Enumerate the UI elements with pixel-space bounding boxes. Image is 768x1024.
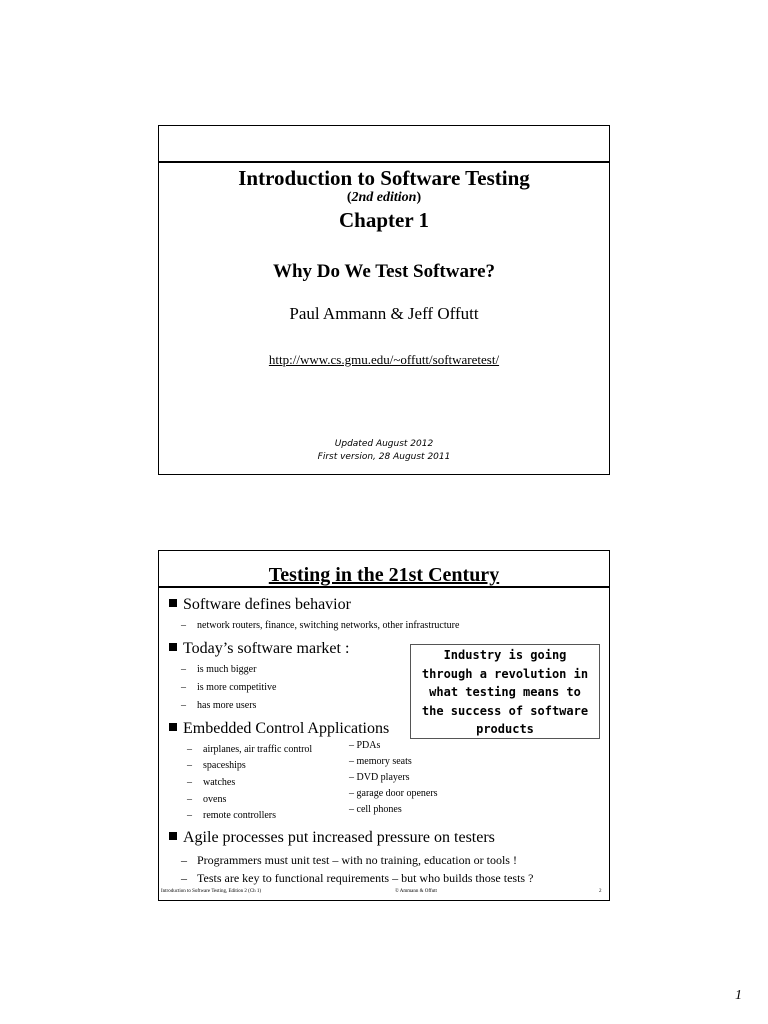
slide-footer-left: Introduction to Software Testing, Edition 2 (Ch 1) bbox=[161, 889, 262, 894]
bullet-square-icon bbox=[169, 832, 177, 840]
sub-item-text: watches bbox=[203, 777, 236, 788]
edition-open: ( bbox=[346, 190, 352, 205]
sub-item: – Tests are key to functional requirements – but who builds those tests ? bbox=[181, 871, 534, 885]
sub-item: – spaceships bbox=[187, 760, 246, 771]
bullet-market bbox=[169, 640, 349, 658]
bullet-software-behavior bbox=[169, 596, 351, 614]
sub-item: – remote controllers bbox=[187, 810, 277, 821]
sub-item: – memory seats bbox=[349, 756, 412, 767]
course-url-link[interactable]: http://www.cs.gmu.edu/~offutt/softwaretest/ bbox=[268, 352, 500, 367]
sub-item-text: is more competitive bbox=[197, 682, 277, 693]
book-title: Introduction to Software Testing bbox=[238, 166, 530, 190]
updated-note: Updated August 2012 bbox=[334, 439, 434, 449]
slide-title: Testing in the 21st Century bbox=[268, 564, 500, 586]
sub-item-text: remote controllers bbox=[203, 810, 277, 821]
industry-callout-box bbox=[410, 644, 600, 739]
sub-item-text: network routers, finance, switching networks, other infrastructure bbox=[197, 620, 460, 631]
sub-item-text: Tests are key to functional requirements – but who builds those tests ? bbox=[197, 871, 534, 885]
page-number: 1 bbox=[735, 988, 742, 1003]
bullet-square-icon bbox=[169, 599, 177, 607]
bullet-square-icon bbox=[169, 723, 177, 731]
callout-line: the success of software bbox=[421, 703, 589, 718]
bullet-embedded bbox=[169, 720, 389, 738]
sub-item-text: Programmers must unit test – with no training, education or tools ! bbox=[197, 853, 517, 867]
slide-number: 2 bbox=[599, 889, 602, 894]
bullet-agile bbox=[169, 829, 495, 847]
chapter-label: Chapter 1 bbox=[338, 208, 430, 232]
sub-item: – Programmers must unit test – with no training, education or tools ! bbox=[181, 853, 517, 867]
sub-item: – has more users bbox=[181, 700, 257, 711]
bullet-square-icon bbox=[169, 643, 177, 651]
slide-footer-center: © Ammann & Offutt bbox=[395, 889, 437, 894]
bullet-text: Today’s software market : bbox=[183, 640, 350, 657]
chapter-title: Why Do We Test Software? bbox=[272, 261, 496, 282]
edition-text: 2nd edition bbox=[351, 190, 417, 205]
edition-label bbox=[159, 190, 609, 206]
sub-item-text: has more users bbox=[197, 700, 257, 711]
bullet-text: Embedded Control Applications bbox=[183, 720, 390, 737]
sub-item: – is more competitive bbox=[181, 682, 277, 693]
callout-line: products bbox=[476, 722, 534, 736]
sub-item: – network routers, finance, switching networks, other infrastructure bbox=[181, 620, 460, 631]
sub-item: – watches bbox=[187, 777, 236, 788]
first-version-note: First version, 28 August 2011 bbox=[317, 452, 451, 462]
edition-close: ) bbox=[416, 190, 422, 205]
content-slide bbox=[158, 550, 610, 901]
bullet-text: Software defines behavior bbox=[183, 596, 351, 613]
sub-item: – airplanes, air traffic control bbox=[187, 744, 313, 755]
callout-line: what testing means to bbox=[429, 685, 581, 699]
sub-item: – garage door openers bbox=[349, 788, 438, 799]
sub-item: – cell phones bbox=[349, 804, 402, 815]
sub-item: – PDAs bbox=[349, 740, 381, 751]
callout-line: Industry is going bbox=[443, 648, 567, 662]
sub-item: – DVD players bbox=[349, 772, 410, 783]
sub-item-text: spaceships bbox=[203, 760, 246, 771]
title-divider bbox=[159, 161, 609, 163]
title-slide bbox=[158, 125, 610, 475]
authors: Paul Ammann & Jeff Offutt bbox=[289, 304, 479, 323]
sub-item-text: airplanes, air traffic control bbox=[203, 744, 313, 755]
bullet-text: Agile processes put increased pressure on testers bbox=[183, 829, 495, 846]
sub-item-text: is much bigger bbox=[197, 664, 257, 675]
sub-item: – is much bigger bbox=[181, 664, 257, 675]
sub-item: – ovens bbox=[187, 794, 227, 805]
sub-item-text: ovens bbox=[203, 794, 227, 805]
callout-line: through a revolution in bbox=[421, 666, 589, 681]
